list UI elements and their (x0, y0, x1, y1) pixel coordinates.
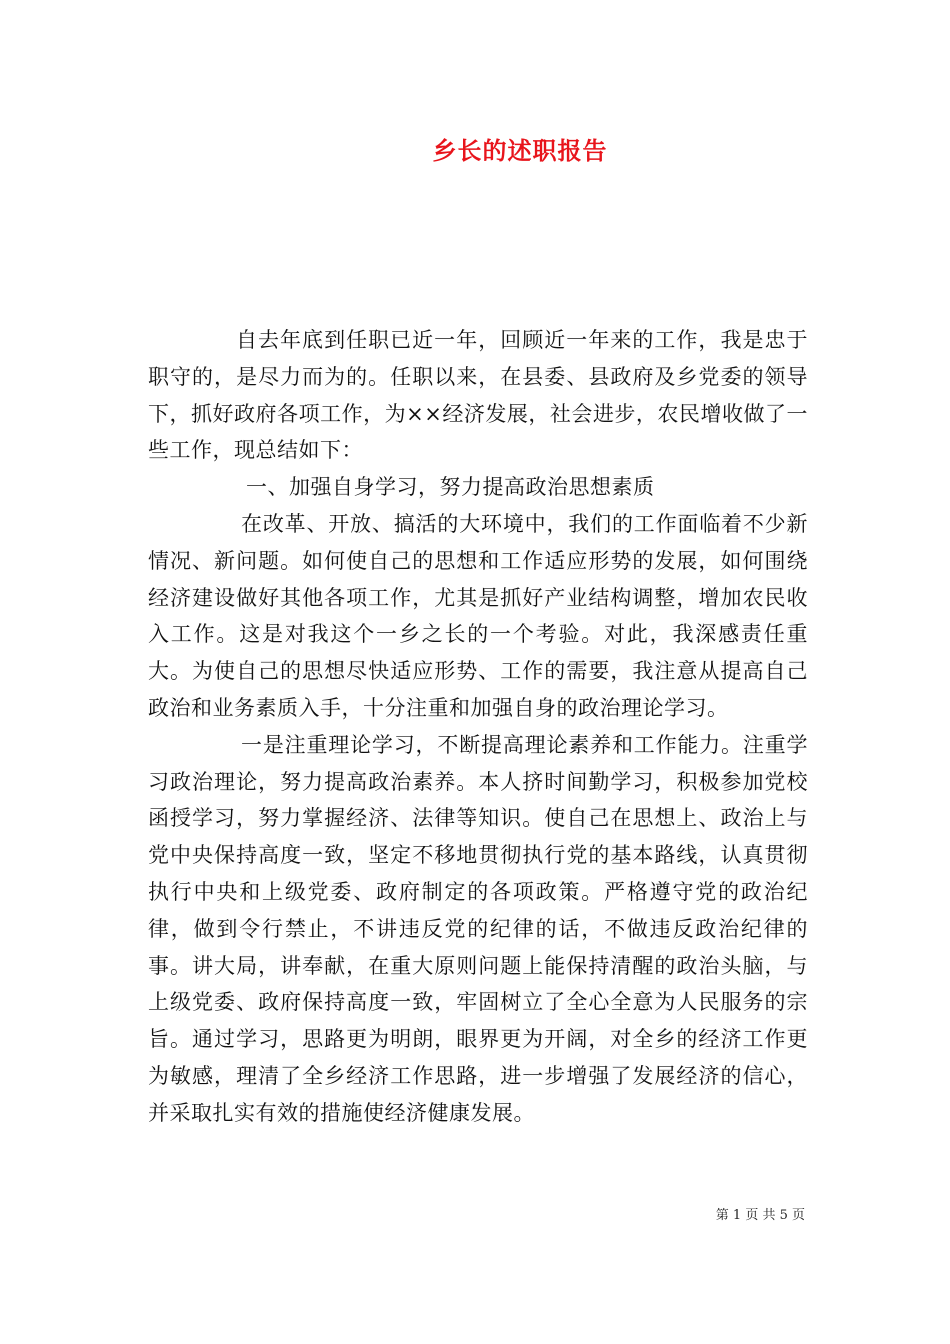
document-body (148, 322, 808, 1132)
section-heading: 一、加强自身学习，努力提高政治思想素质 (246, 475, 655, 500)
page-title: 乡长的述职报告 (432, 136, 608, 165)
paragraph-context: 在改革、开放、搞活的大环境中，我们的工作面临着不少新情况、新问题。如何使自己的思想和工作适应形势的发展，如何围绕经济建设做好其他各项工作，尤其是抓好产业结构调整，增加农民收入工作。这是对我这个一乡之长的一个考验。对此，我深感责任重大。为使自己的思想尽快适应形势、工作的需要，我注意从提高自己政治和业务素质入手，十分注重和加强自身的政治理论学习。 (148, 511, 808, 720)
paragraph-intro: 自去年底到任职已近一年，回顾近一年来的工作，我是忠于职守的，是尽力而为的。任职以来，在县委、县政府及乡党委的领导下，抓好政府各项工作，为××经济发展，社会进步，农民增收做了一些工作，现总结如下： (148, 328, 808, 463)
paragraph-study: 一是注重理论学习，不断提高理论素养和工作能力。注重学习政治理论，努力提高政治素养。本人挤时间勤学习，积极参加党校函授学习，努力掌握经济、法律等知识。使自己在思想上、政治上与党中央保持高度一致，坚定不移地贯彻执行党的基本路线，认真贯彻执行中央和上级党委、政府制定的各项政策。严格遵守党的政治纪律，做到令行禁止，不讲违反党的纪律的话，不做违反政治纪律的事。讲大局，讲奉献，在重大原则问题上能保持清醒的政治头脑，与上级党委、政府保持高度一致，牢固树立了全心全意为人民服务的宗旨。通过学习，思路更为明朗，眼界更为开阔，对全乡的经济工作更为敏感，理清了全乡经济工作思路，进一步增强了发展经济的信心，并采取扎实有效的措施使经济健康发展。 (148, 732, 808, 1125)
page-number-footer: 第 1 页 共 5 页 (715, 1208, 805, 1223)
